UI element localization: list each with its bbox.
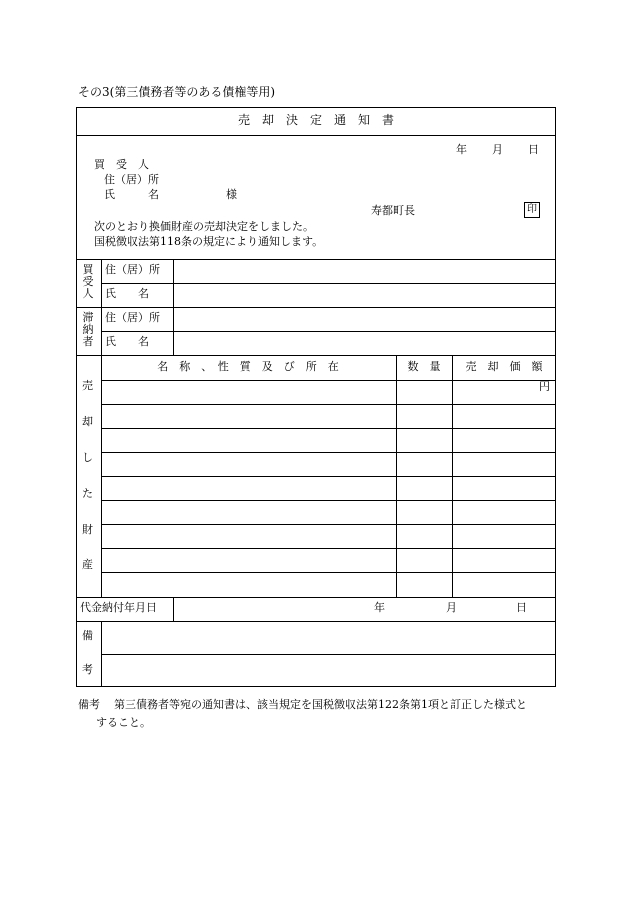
rule-property-row: [101, 404, 555, 405]
rule-property-row: [101, 548, 555, 549]
document-title: 売 却 決 定 通 知 書: [237, 113, 394, 127]
addressee-honorific: 様: [226, 188, 237, 201]
rule-delinquent-mid: [101, 331, 555, 332]
rule-property-row: [101, 476, 555, 477]
column-header-quantity: 数 量: [407, 360, 441, 373]
rule-header-bottom: [77, 259, 555, 260]
rule-payment-bottom: [77, 621, 555, 622]
rule-property-row: [101, 428, 555, 429]
form-caption: その3(第三債務者等のある債権等用): [78, 85, 275, 99]
rule-property-row: [101, 500, 555, 501]
buyer-name-label: 氏 名: [105, 287, 149, 300]
rule-buyer-mid: [101, 283, 555, 284]
rule-property-label-col: [101, 355, 102, 597]
rule-quantity-col: [396, 355, 397, 597]
rule-payment-label-col: [173, 597, 174, 621]
buyer-address-label: 住（居）所: [105, 263, 160, 276]
rule-delinquent-bottom: [77, 355, 555, 356]
rule-buyer-bottom: [77, 307, 555, 308]
rule-party-field-col: [173, 259, 174, 355]
payment-date-year: 年: [374, 601, 385, 614]
rule-party-label-col: [101, 259, 102, 355]
date-day: 日: [528, 143, 539, 156]
payment-date-month: 月: [446, 601, 457, 614]
property-label-char: 財: [82, 523, 93, 536]
body-text-line: 国税徴収法第118条の規定により通知します。: [94, 235, 324, 248]
property-label-char: し: [82, 451, 93, 464]
remarks-label-char: 考: [82, 663, 93, 676]
footnote-label: 備考: [78, 698, 100, 711]
rule-remarks-label-col: [101, 621, 102, 686]
rule-property-row: [101, 380, 555, 381]
rule-price-col: [452, 355, 453, 597]
body-text-line: 次のとおり換価財産の売却決定をしました。: [94, 220, 314, 233]
remarks-label-char: 備: [82, 629, 93, 642]
currency-unit: 円: [539, 380, 550, 393]
property-label-char: 産: [82, 558, 93, 571]
property-label-char: 売: [82, 379, 93, 392]
date-month: 月: [492, 143, 503, 156]
addressee-address-label: 住（居）所: [104, 173, 159, 186]
payment-date-day: 日: [516, 601, 527, 614]
column-header-price: 売 却 価 額: [465, 360, 543, 373]
rule-title-bottom: [77, 135, 555, 136]
payment-date-label: 代金納付年月日: [80, 601, 157, 614]
rule-property-row: [101, 452, 555, 453]
delinquent-section-label: 滞 納 者: [82, 311, 94, 348]
property-label-char: 却: [82, 415, 93, 428]
property-label-char: た: [82, 487, 93, 500]
footnote-text: 第三債務者等宛の通知書は、該当規定を国税徴収法第122条第1項と訂正した様式と: [114, 698, 527, 711]
column-header-description: 名 称 、 性 質 及 び 所 在: [157, 360, 339, 373]
rule-remarks-mid: [101, 654, 555, 655]
issuer-name: 寿都町長: [371, 204, 415, 217]
addressee-name-label: 氏 名: [104, 188, 159, 201]
rule-property-bottom: [77, 597, 555, 598]
seal-mark: 印: [524, 202, 540, 218]
delinquent-address-label: 住（居）所: [105, 311, 160, 324]
date-year: 年: [456, 143, 467, 156]
delinquent-name-label: 氏 名: [105, 335, 149, 348]
buyer-section-label: 買 受 人: [82, 263, 94, 300]
rule-property-row: [101, 572, 555, 573]
rule-property-row: [101, 524, 555, 525]
footnote-text: すること。: [96, 716, 151, 729]
addressee-buyer-label: 買 受 人: [94, 158, 149, 171]
